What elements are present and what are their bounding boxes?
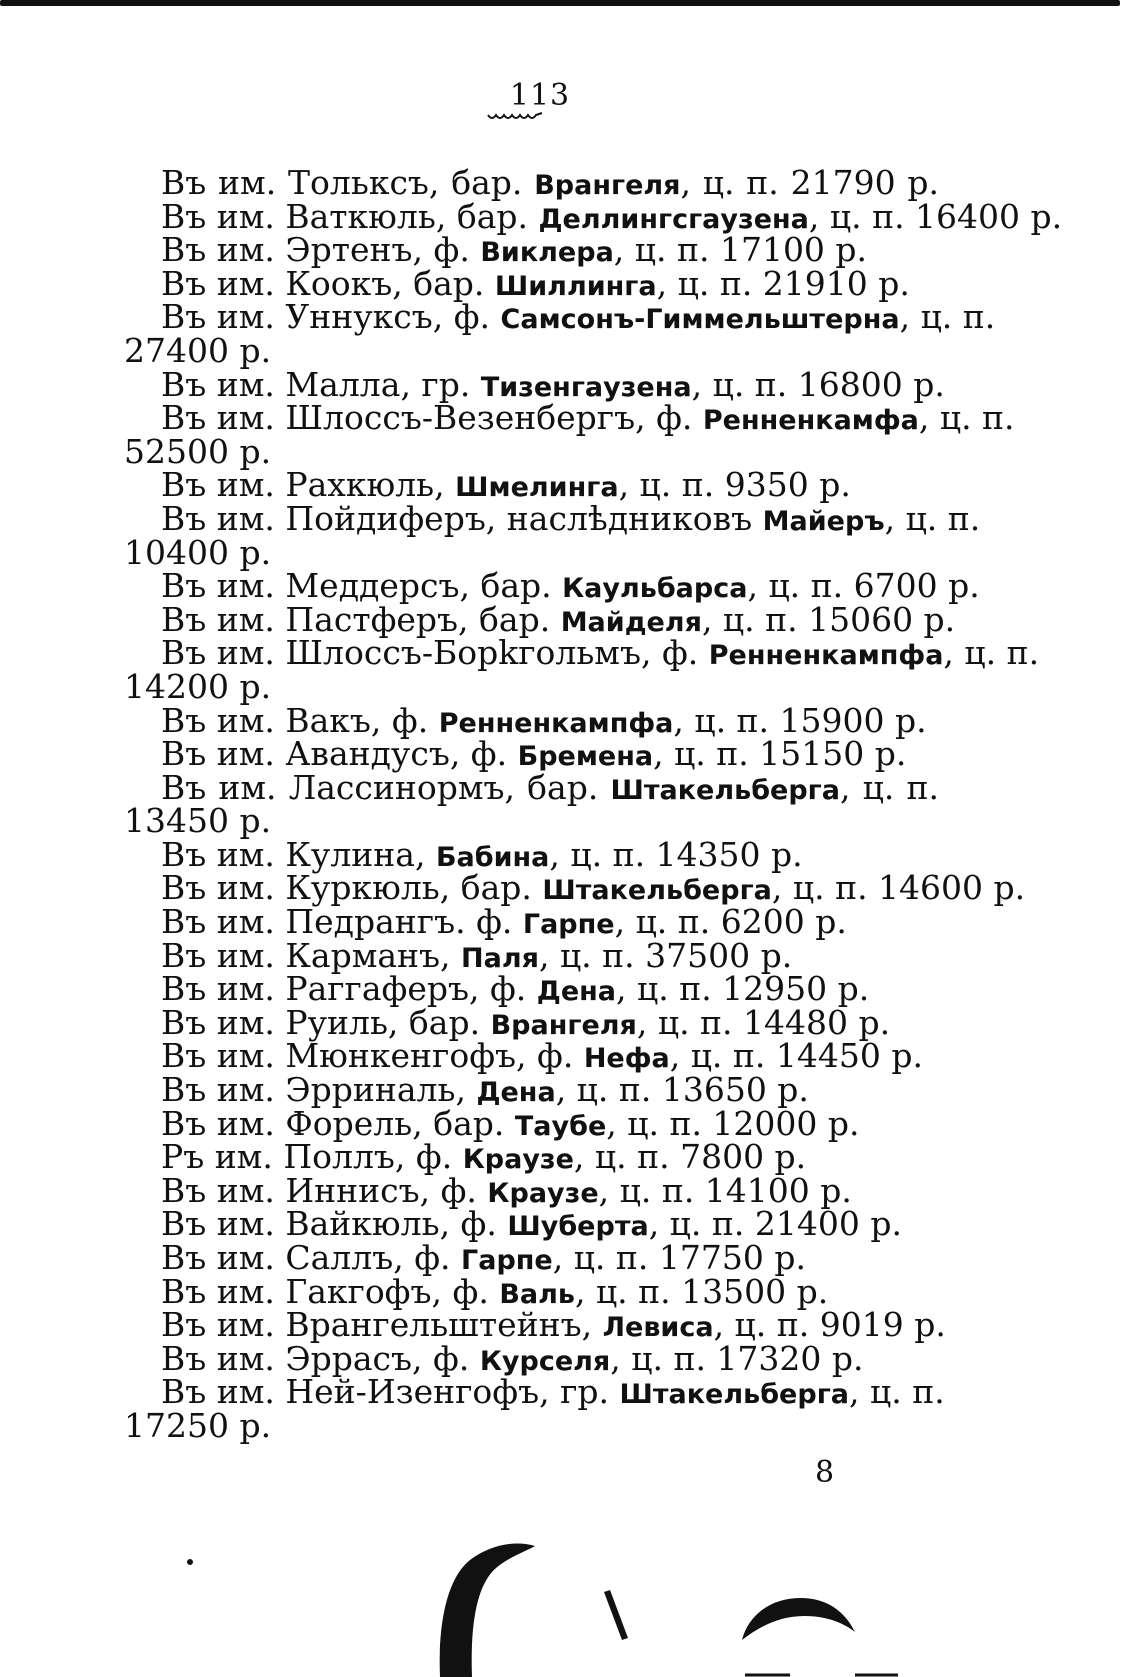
ink-blots (0, 1520, 1140, 1677)
line-text: Въ им. Эртенъ, ф. (161, 230, 481, 270)
line-text: Въ им. Малла, гр. (161, 364, 481, 404)
owner-name: Деллингсгаузена (538, 203, 809, 235)
line-text: , ц. п. 21910 р. (656, 263, 910, 303)
text-line (124, 1338, 939, 1378)
line-text: , ц. п. 15900 р. (673, 700, 927, 740)
line-text: Въ им. Тольксъ, бар. (161, 163, 535, 202)
owner-name: Краузе (487, 1177, 599, 1209)
line-text: , ц. п. 12950 р. (616, 969, 870, 1009)
owner-name: Гарпе (461, 1245, 553, 1276)
owner-name: Валь (499, 1278, 575, 1310)
text-line (124, 196, 1063, 236)
line-text: , ц. п. 7800 р. (573, 1137, 807, 1177)
line-text: Въ им. Пастферъ, бар. (161, 599, 561, 639)
line-text: , ц. п. 15060 р. (701, 599, 956, 639)
text-line (124, 734, 939, 774)
text-line (124, 297, 996, 337)
text-line (124, 1305, 946, 1345)
line-text: , ц. п. 14350 р. (549, 834, 803, 874)
line-text: Въ им. Авандусъ, ф. (161, 734, 518, 774)
line-text: , ц. п. 13500 р. (574, 1271, 829, 1311)
owner-name: Курселя (479, 1345, 611, 1377)
line-text: Въ им. Шлоссъ-Борkгольмъ, ф. (161, 633, 709, 673)
text-line (124, 1170, 939, 1210)
text-line (124, 1372, 945, 1412)
line-text: 27400 р. (124, 330, 272, 370)
line-text: Въ им. Педрангъ. ф. (161, 902, 523, 942)
line-text: 17250 р. (124, 1405, 272, 1445)
line-text: , ц. п. 13650 р. (555, 1070, 809, 1110)
line-text: , ц. п. 14100 р. (598, 1170, 852, 1210)
text-line (124, 398, 1015, 438)
line-text: , ц. п. 14480 р. (636, 1002, 891, 1042)
text-line (124, 465, 939, 505)
owner-name: Дена (536, 976, 617, 1008)
text-line (124, 1002, 939, 1042)
line-text: Въ им. Рахкюль, (161, 465, 456, 505)
line-text: , ц. п. 16800 р. (691, 364, 945, 404)
owner-name: Паля (461, 942, 539, 974)
line-text: Въ им. Кулина, (161, 834, 436, 874)
owner-name: Майеръ (762, 505, 885, 537)
text-line (124, 633, 1040, 673)
line-text: , ц. п. 14600 р. (771, 868, 1026, 908)
text-line (124, 1137, 939, 1177)
line-text: Въ им. Эррасъ, ф. (161, 1338, 480, 1378)
text-line (124, 263, 939, 303)
text-line (124, 700, 939, 740)
text-line (124, 1036, 939, 1076)
line-text: Въ им. Иннисъ, ф. (161, 1170, 488, 1210)
line-text: , ц. п. 9350 р. (618, 465, 851, 505)
owner-name: Самсонъ-Гиммельштерна (500, 304, 900, 336)
line-text: , ц. п. 17750 р. (552, 1238, 806, 1277)
line-text: Въ им. Вакъ, ф. (161, 700, 439, 740)
text-line (124, 902, 939, 942)
owner-name: Бабина (435, 841, 550, 873)
page-number-ornament (486, 111, 546, 123)
line-text: Ръ им. Поллъ, ф. (161, 1137, 463, 1177)
text-line (124, 163, 939, 202)
text-line (124, 666, 939, 706)
owner-name: Ренненкамфа (702, 405, 919, 437)
text-line (124, 1405, 939, 1445)
line-text: , ц. п. 17320 р. (610, 1338, 864, 1378)
text-line (124, 834, 939, 874)
owner-name: Краузе (462, 1144, 574, 1176)
text-line (124, 364, 945, 404)
owner-name: Виклера (480, 237, 614, 269)
text-line (124, 1103, 939, 1143)
line-text: 10400 р. (124, 532, 272, 572)
line-text: Въ им. Меддерсъ, бар. (161, 566, 563, 606)
owner-name: Шуберта (507, 1211, 649, 1243)
line-text: , ц. п. (840, 767, 940, 807)
line-text: Въ им. Пойдиферъ, наслѣдниковъ (161, 498, 763, 538)
text-line (124, 1070, 939, 1110)
line-text: , ц. п. (918, 398, 1015, 438)
text-line (124, 767, 940, 807)
owner-name: Ренненкампфа (438, 707, 674, 739)
line-text: , ц. п. (849, 1372, 945, 1412)
line-text: Въ им. Гакгофъ, ф. (161, 1271, 500, 1311)
owner-name: Гарпе (522, 909, 615, 941)
owner-name: Тизенгаузена (480, 371, 692, 403)
line-text: Въ им. Лассинормъ, бар. (161, 767, 611, 807)
text-line (124, 801, 939, 841)
line-text: , ц. п. (943, 633, 1040, 673)
line-text: , ц. п. (884, 498, 981, 538)
line-text: Въ им. Ваткюль, бар. (161, 196, 539, 236)
line-text: , ц. п. 21790 р. (680, 163, 939, 202)
line-text: Въ им. Шлоссъ-Везенбергъ, ф. (161, 398, 703, 438)
line-text: 13450 р. (124, 801, 272, 841)
text-line (124, 1271, 939, 1311)
text-line (124, 230, 939, 270)
line-text: Въ им. Куркюль, бар. (161, 868, 543, 908)
owner-name: Ренненкампфа (708, 640, 944, 672)
line-text: Въ им. Раггаферъ, ф. (161, 969, 537, 1009)
line-text: , ц. п. 14450 р. (669, 1036, 923, 1076)
text-line (124, 431, 939, 471)
text-line (124, 330, 939, 370)
line-text: Въ им. Врангельштейнъ, (161, 1305, 603, 1345)
text-line (124, 498, 981, 538)
line-text: 52500 р. (124, 431, 272, 471)
owner-name: Штакельберга (619, 1379, 850, 1411)
text-line (124, 599, 956, 639)
line-text: 14200 р. (124, 666, 272, 706)
line-text: , ц. п. 21400 р. (648, 1204, 902, 1244)
line-text: , ц. п. 15150 р. (653, 734, 907, 774)
line-text: Въ им. Форель, бар. (161, 1103, 515, 1143)
owner-name: Врангеля (490, 1009, 637, 1041)
line-text: Въ им. Ней-Изенгофъ, гр. (161, 1372, 620, 1412)
owner-name: Майделя (560, 606, 702, 638)
line-text: Въ им. Карманъ, (161, 935, 462, 975)
line-text: Въ им. Коокъ, бар. (161, 263, 495, 303)
text-block (124, 163, 1063, 1445)
line-text: Въ им. Мюнкенгофъ, ф. (161, 1036, 584, 1076)
text-line (124, 1238, 939, 1277)
owner-name: Дена (476, 1077, 556, 1109)
owner-name: Нефа (583, 1043, 670, 1075)
owner-name: Каульбарса (562, 573, 748, 605)
text-line (124, 566, 980, 606)
line-text: , ц. п. (899, 297, 996, 337)
text-line (124, 969, 939, 1009)
text-line (124, 868, 1026, 908)
owner-name: Таубе (514, 1110, 607, 1142)
text-line (124, 532, 939, 572)
line-text: Въ им. Эрриналь, (161, 1070, 477, 1110)
text-line (124, 1204, 939, 1244)
line-text: , ц. п. 12000 р. (606, 1103, 860, 1143)
line-text: , ц. п. 9019 р. (713, 1305, 946, 1345)
owner-name: Левиса (602, 1312, 714, 1344)
owner-name: Штакельберга (610, 774, 841, 806)
line-text: , ц. п. 6200 р. (614, 902, 847, 942)
owner-name: Бремена (517, 741, 654, 773)
line-text: Въ им. Вайкюль, ф. (161, 1204, 508, 1244)
text-line (124, 935, 939, 975)
line-text: Въ им. Уннуксъ, ф. (161, 297, 501, 337)
line-text: , ц. п. 6700 р. (747, 566, 980, 606)
owner-name: Шиллинга (494, 270, 657, 302)
owner-name: Врангеля (534, 170, 681, 201)
line-text: , ц. п. 16400 р. (808, 196, 1063, 236)
line-text: Въ им. Руиль, бар. (161, 1002, 491, 1042)
owner-name: Шмелинга (455, 472, 619, 504)
line-text: , ц. п. 37500 р. (538, 935, 793, 975)
page-number: 113 (509, 78, 571, 113)
line-text: Въ им. Саллъ, ф. (161, 1238, 462, 1277)
line-text: , ц. п. 17100 р. (613, 230, 868, 270)
top-rule (0, 0, 1120, 6)
signature-mark: 8 (815, 1455, 835, 1490)
owner-name: Штакельберга (542, 875, 772, 907)
